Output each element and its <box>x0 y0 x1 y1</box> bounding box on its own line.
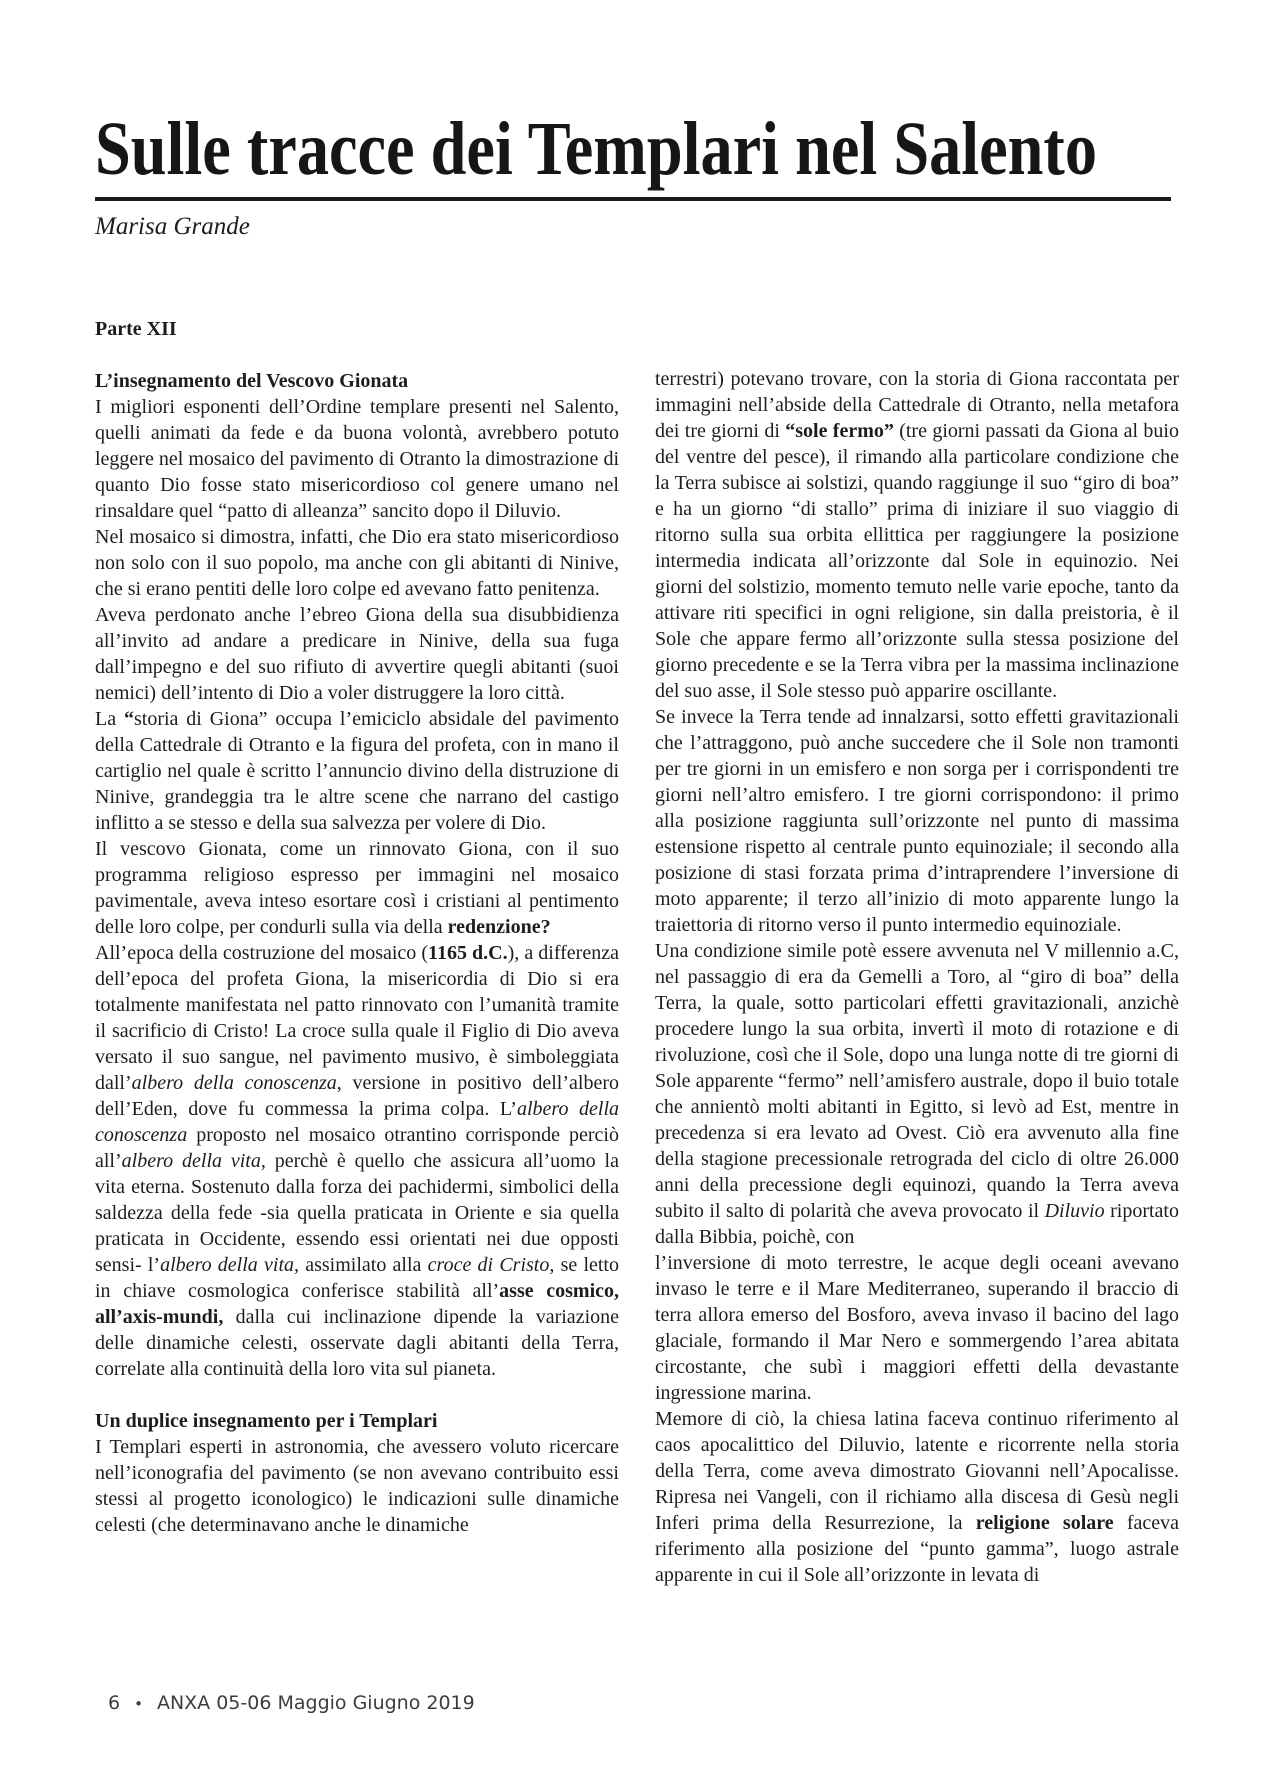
footer-bullet: • <box>134 1695 143 1713</box>
text-run: terrestri) potevano trovare, con la storia di Giona raccontata per immagini nell’abside della Cattedrale di Otranto, nella metafora dei tre giorni di <box>655 368 1179 442</box>
text-run: La <box>95 708 124 730</box>
title-divider-rule <box>95 197 1171 201</box>
paragraph <box>655 1250 1179 1406</box>
text-run: “sole fermo” <box>785 420 894 442</box>
column-right <box>655 366 1179 1588</box>
text-run: se letto in chiave cosmologica conferisce stabilità all’ <box>95 1254 619 1302</box>
paragraph <box>95 1434 619 1538</box>
text-run: ), a differenza dell’epoca del profeta Giona, la misericordia di Dio si era totalmente manifestata nel patto rinnovato con l’umanità tramite il sacrificio di Cristo! La croce sulla quale il Figlio di Dio aveva versato il suo sangue, nel pavimento musivo, è simboleggiata dall’ <box>95 942 619 1094</box>
text-run: , perchè è quello che assicura all’uomo la vita eterna. Sostenuto dalla forza dei pachidermi, simbolici della saldezza della fede -sia quella praticata in Oriente e sia quella praticata in Occidente, essendo essi orientati nei due opposti sensi- l’ <box>95 1150 619 1276</box>
text-run: proposto nel mosaico otrantino corrisponde perciò all’ <box>95 1124 619 1172</box>
text-run: I migliori esponenti dell’Ordine templare presenti nel Salento, quelli animati da fede e da buona volontà, avrebbero potuto leggere nel mosaico del pavimento di Otranto la dimostrazione di quanto Dio fosse stato misericordioso col genere umano nel rinsaldare quel “patto di alleanza” sancito dopo il Diluvio. <box>95 396 619 522</box>
text-run: , versione in positivo dell’albero dell’Eden, dove fu commessa la prima colpa. L’ <box>95 1072 619 1120</box>
text-run: All’epoca della costruzione del mosaico ( <box>95 942 429 964</box>
author-byline: Marisa Grande <box>95 213 250 240</box>
paragraph <box>95 940 619 1382</box>
text-run: 1165 d.C. <box>428 942 508 964</box>
text-run: Un duplice insegnamento per i Templari <box>95 1410 438 1432</box>
paragraph <box>655 938 1179 1250</box>
column-left <box>95 316 619 1538</box>
paragraph <box>95 706 619 836</box>
text-run: l’inversione di moto terrestre, le acque degli oceani avevano invaso le terre e il Mare Mediterraneo, superando il braccio di terra allora emerso del Bosforo, aveva invaso il bacino del lago glaciale, formando il Mar Nero e sommergendo l’area abitata circostante, che subì i maggiori effetti della devastante ingressione marina. <box>655 1252 1179 1404</box>
section-heading <box>95 1408 619 1434</box>
text-run: Il vescovo Gionata, come un rinnovato Giona, con il suo programma religioso espresso per immagini nel mosaico pavimentale, aveva inteso esortare così i cristiani al pentimento delle loro colpe, per condurli sulla via della <box>95 838 619 938</box>
paragraph <box>655 366 1179 704</box>
paragraph <box>95 524 619 602</box>
paragraph <box>95 394 619 524</box>
text-run: I Templari esperti in astronomia, che avessero voluto ricercare nell’iconografia del pavimento (se non avevano contribuito essi stessi al progetto iconologico) le indicazioni sulle dinamiche celesti (che determinavano anche le dinamiche <box>95 1436 619 1536</box>
page-number: 6 <box>108 1692 121 1714</box>
text-run: storia di Giona” occupa l’emiciclo absidale del pavimento della Cattedrale di Otranto e la figura del profeta, con in mano il cartiglio nel quale è scritto l’annuncio divino della distruzione di Ninive, grandeggia tra le altre scene che narrano del castigo inflitto a se stesso e della sua salvezza per volere di Dio. <box>95 708 619 834</box>
text-run: albero della vita, <box>160 1254 300 1276</box>
footer-issue: ANXA 05-06 Maggio Giugno 2019 <box>156 1692 475 1714</box>
text-run: redenzione? <box>447 916 551 938</box>
text-run: “ <box>123 708 134 730</box>
text-run: L’insegnamento del Vescovo Gionata <box>95 370 409 392</box>
text-run: riportato dalla Bibbia, poichè, con <box>655 1200 1179 1248</box>
text-run: asse cosmico, all’axis-mundi, <box>95 1280 620 1328</box>
page-footer <box>108 1692 475 1714</box>
text-run: albero della vita <box>121 1150 261 1172</box>
text-run: dalla cui inclinazione dipende la variazione delle dinamiche celesti, osservate dagli abitanti della Terra, correlate alla continuità della loro vita sul pianeta. <box>95 1306 619 1380</box>
paragraph <box>95 836 619 940</box>
section-heading <box>95 368 619 394</box>
text-run: religione solare <box>975 1512 1114 1534</box>
text-run: faceva riferimento alla posizione del “punto gamma”, luogo astrale apparente in cui il Sole all’orizzonte in levata di <box>655 1512 1180 1586</box>
text-run: Diluvio <box>1044 1200 1105 1222</box>
text-run: Memore di ciò, la chiesa latina faceva continuo riferimento al caos apocalittico del Diluvio, latente e ricorrente nella storia della Terra, come aveva dimostrato Giovanni nell’Apocalisse. Ripresa nei Vangeli, con il richiamo alla discesa di Gesù negli Inferi prima della Resurrezione, la <box>655 1408 1179 1534</box>
paragraph <box>95 602 619 706</box>
text-run: Una condizione simile potè essere avvenuta nel V millennio a.C, nel passaggio di era da Gemelli a Toro, al “giro di boa” della Terra, la quale, sotto particolari effetti gravitazionali, anzichè procedere lungo la sua orbita, invertì il moto di rotazione e di rivoluzione, così che il Sole, dopo una lunga notte di tre giorni di Sole apparente “fermo” nell’amisfero australe, dopo il buio totale che annientò molti abitanti in Egitto, si levò ad Est, mentre in precedenza si era levato ad Ovest. Ciò era avvenuto alla fine della stagione precessionale retrograda del ciclo di oltre 26.000 anni della precessione degli equinozi, quando la Terra aveva subito il salto di polarità che aveva provocato il <box>655 940 1179 1222</box>
text-run: assimilato alla <box>299 1254 428 1276</box>
article-title-block <box>95 102 1175 197</box>
text-run: albero della conoscenza <box>131 1072 337 1094</box>
text-run: Nel mosaico si dimostra, infatti, che Dio era stato misericordioso non solo con il suo popolo, ma anche con gli abitanti di Ninive, che si erano pentiti delle loro colpe ed avevano fatto penitenza. <box>95 526 619 600</box>
text-run: albero della conoscenza <box>95 1098 619 1146</box>
text-run: Aveva perdonato anche l’ebreo Giona della sua disubbidienza all’invito ad andare a predicare in Ninive, della sua fuga dall’impegno e del suo rifiuto di avvertire quegli abitanti (suoi nemici) dell’intento di Dio a voler distruggere la loro città. <box>95 604 619 704</box>
part-label <box>95 316 619 342</box>
text-run: croce di Cristo, <box>427 1254 555 1276</box>
paragraph <box>655 1406 1179 1588</box>
text-run: Parte XII <box>95 318 177 340</box>
text-run: (tre giorni passati da Giona al buio del ventre del pesce), il rimando alla particolare condizione che la Terra subisce ai solstizi, quando raggiunge il suo “giro di boa” e ha un giorno “di stallo” prima di iniziare il suo viaggio di ritorno sulla sua orbita ellittica per raggiungere la posizione intermedia indicata all’orizzonte dal Sole in equinozio. Nei giorni del solstizio, momento temuto nelle varie epoche, tanto da attivare riti specifici in ogni religione, sin dalla preistoria, è il Sole che appare fermo all’orizzonte sulla stessa posizione del giorno precedente e se la Terra vibra per la massima inclinazione del suo asse, il Sole stesso può apparire oscillante. <box>655 420 1179 702</box>
text-run: Se invece la Terra tende ad innalzarsi, sotto effetti gravitazionali che l’attraggono, può anche succedere che il Sole non tramonti per tre giorni in un emisfero e non sorga per i corrispondenti tre giorni nell’altro emisfero. I tre giorni corrispondono: il primo alla posizione raggiunta sull’orizzonte nel punto di massima estensione rispetto al centrale punto equinoziale; il secondo alla posizione di stasi forzata prima d’intraprendere l’inversione di moto apparente; il terzo all’inizio di moto apparente lungo la traiettoria di ritorno verso il punto intermedio equinoziale. <box>655 706 1179 936</box>
paragraph <box>655 704 1179 938</box>
article-title: Sulle tracce dei Templari nel Salento <box>95 107 1097 191</box>
